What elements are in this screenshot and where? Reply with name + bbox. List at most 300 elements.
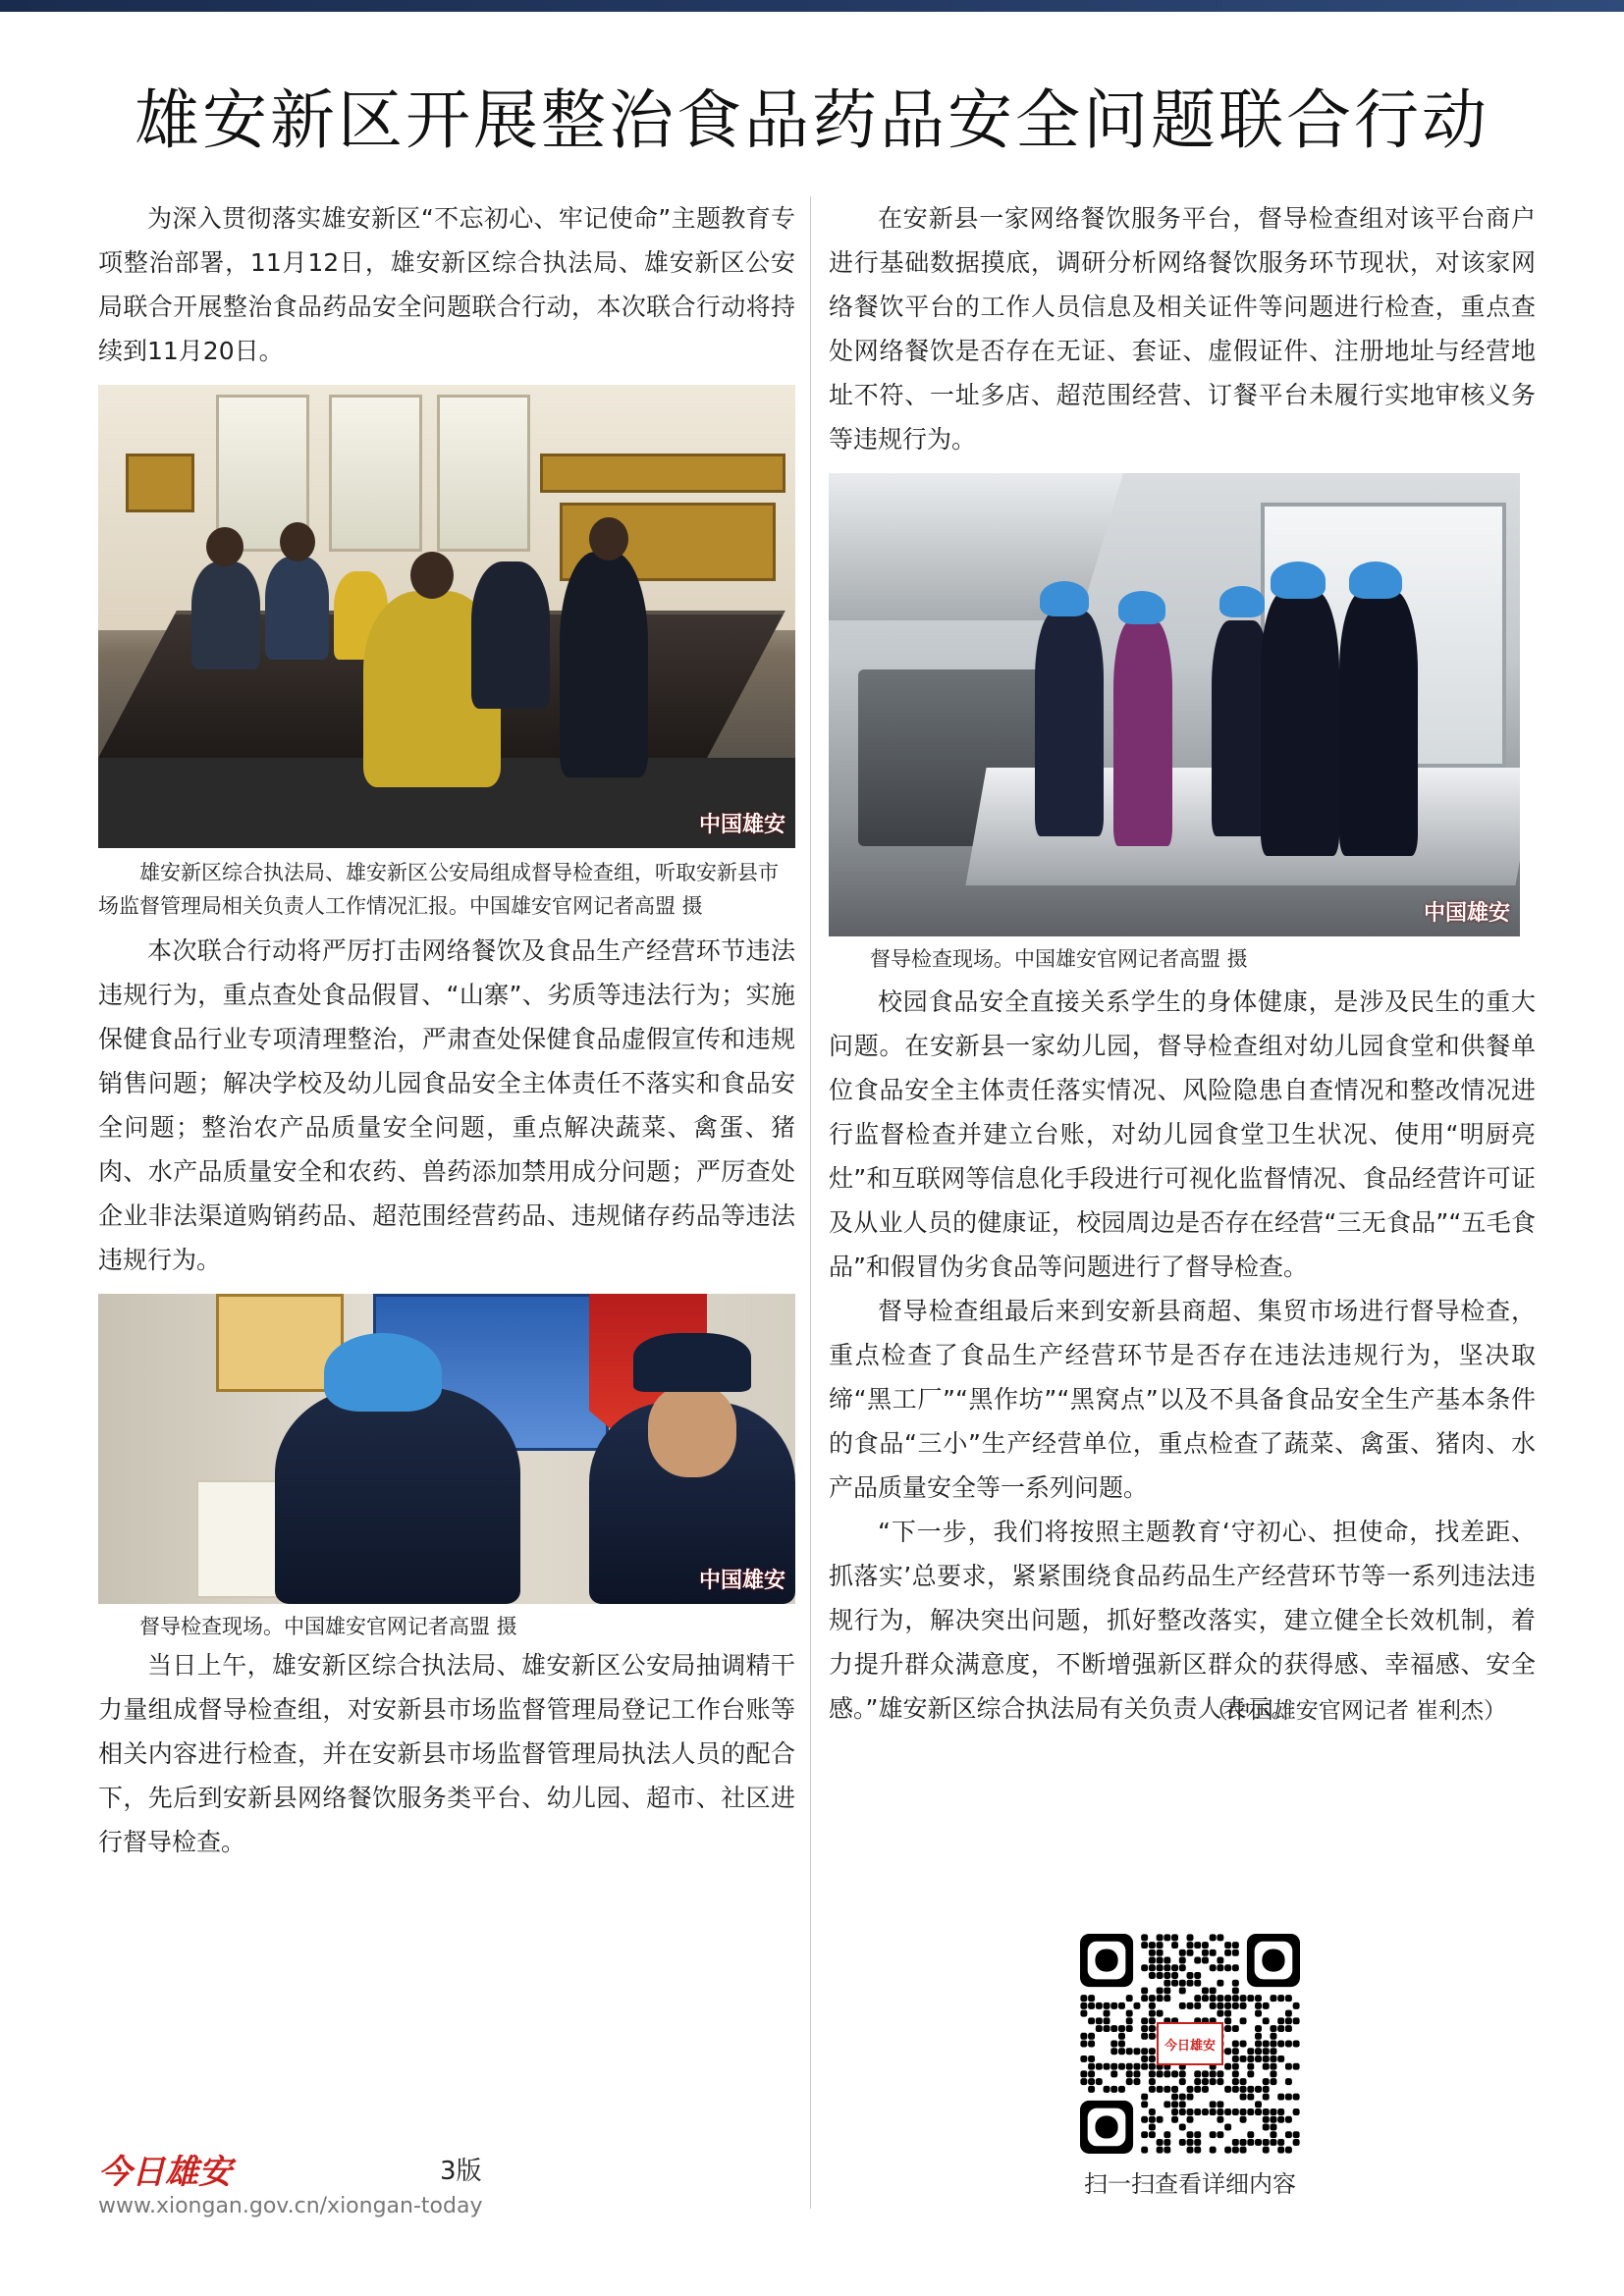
qr-module <box>1157 1987 1164 1994</box>
qr-module <box>1118 2025 1125 2032</box>
qr-module <box>1164 2139 1170 2146</box>
qr-module <box>1157 1964 1164 1971</box>
qr-module <box>1277 2017 1284 2024</box>
qr-module <box>1164 1934 1170 1941</box>
qr-module <box>1096 2002 1103 2009</box>
photo-hair-cap <box>1118 591 1165 624</box>
qr-module <box>1210 2147 1217 2154</box>
qr-module <box>1179 2123 1186 2130</box>
qr-module <box>1088 2078 1095 2085</box>
qr-module <box>1210 2002 1217 2009</box>
photo-head <box>589 517 628 561</box>
qr-module <box>1157 2086 1164 2093</box>
qr-module <box>1141 2147 1148 2154</box>
qr-module <box>1179 2070 1186 2077</box>
qr-module <box>1210 1964 1217 1971</box>
qr-module <box>1277 2147 1284 2154</box>
qr-module <box>1232 2002 1239 2009</box>
qr-module <box>1263 2094 1270 2101</box>
qr-module <box>1194 1980 1201 1987</box>
qr-module <box>1149 1995 1156 2002</box>
photo-hair-cap <box>1219 586 1265 617</box>
qr-module <box>1149 2033 1156 2040</box>
qr-module <box>1171 1942 1178 1949</box>
qr-module <box>1270 2063 1276 2070</box>
qr-module <box>1096 2017 1103 2024</box>
photo-plaque <box>126 454 194 512</box>
qr-module <box>1149 2116 1156 2123</box>
qr-module <box>1110 2002 1117 2009</box>
qr-module <box>1149 1942 1156 1949</box>
qr-module <box>1270 2109 1276 2115</box>
qr-module <box>1224 1964 1231 1971</box>
qr-module <box>1149 2131 1156 2138</box>
qr-module <box>1088 2041 1095 2048</box>
qr-module <box>1293 2131 1300 2138</box>
qr-module <box>1224 2010 1231 2017</box>
qr-module <box>1194 1972 1201 1979</box>
qr-module <box>1080 2056 1087 2062</box>
qr-module <box>1202 1957 1209 1964</box>
qr-module <box>1255 2048 1262 2055</box>
qr-module <box>1164 2101 1170 2108</box>
qr-module <box>1217 1995 1223 2002</box>
photo-head <box>206 527 244 566</box>
qr-module <box>1179 2078 1186 2085</box>
qr-module <box>1210 2131 1217 2138</box>
qr-module <box>1247 2086 1254 2093</box>
photo2-caption: 督导检查现场。中国雄安官网记者高盟 摄 <box>870 947 1248 971</box>
photo-face <box>648 1384 736 1477</box>
qr-module <box>1285 2017 1292 2024</box>
qr-module <box>1224 2048 1231 2055</box>
intro-paragraph: 为深入贯彻落实雄安新区“不忘初心、牢记使命”主题教育专项整治部署，11月12日，雄安新区综合执法局、雄安新区公安局联合开展整治食品药品安全问题联合行动，本次联合行动将持续到11月20日。 <box>98 204 795 365</box>
qr-module <box>1110 2070 1117 2077</box>
qr-module <box>1270 2131 1276 2138</box>
qr-module <box>1179 1964 1186 1971</box>
qr-module <box>1255 1995 1262 2002</box>
qr-module <box>1194 2139 1201 2146</box>
qr-module <box>1217 1964 1223 1971</box>
qr-module <box>1247 2131 1254 2138</box>
qr-module <box>1293 2063 1300 2070</box>
action-paragraph: 本次联合行动将严厉打击网络餐饮及食品生产经营环节违法违规行为，重点查处食品假冒、“山寨”、劣质等违法行为；实施保健食品行业专项清理整治，严肃查处保健食品虚假宣传和违规销售问题；解决学校及幼儿园食品安全主体责任不落实和食品安全问题；整治农产品质量安全问题，重点解决蔬菜、禽蛋、猪肉、水产品质量安全和农药、兽药添加禁用成分问题；严厉查处企业非法渠道购销药品、超范围经营药品、违规储存药品等违法违规行为。 <box>98 936 795 1274</box>
qr-module <box>1164 1980 1170 1987</box>
qr-module <box>1247 2056 1254 2062</box>
qr-module <box>1133 2063 1140 2070</box>
qr-module <box>1232 2056 1239 2062</box>
qr-module <box>1080 2070 1087 2077</box>
qr-module <box>1141 1934 1148 1941</box>
qr-module <box>1232 1964 1239 1971</box>
kitchen-photo <box>829 473 1520 936</box>
qr-module <box>1285 2116 1292 2123</box>
qr-module <box>1187 1972 1194 1979</box>
qr-module <box>1126 2017 1133 2024</box>
qr-module <box>1126 2078 1133 2085</box>
qr-module <box>1210 2101 1217 2108</box>
qr-module <box>1110 2048 1117 2055</box>
photo3-caption: 督导检查现场。中国雄安官网记者高盟 摄 <box>139 1615 517 1638</box>
qr-finder-pattern <box>1095 1949 1117 1971</box>
qr-module <box>1255 2056 1262 2062</box>
qr-module <box>1164 1987 1170 1994</box>
qr-module <box>1224 1949 1231 1956</box>
qr-module <box>1270 2041 1276 2048</box>
qr-module <box>1157 2147 1164 2154</box>
qr-module <box>1202 1949 1209 1956</box>
qr-module <box>1240 2002 1247 2009</box>
inspection-photo <box>98 1294 795 1604</box>
qr-module <box>1194 1957 1201 1964</box>
photo1-caption: 雄安新区综合执法局、雄安新区公安局组成督导检查组，听取安新县市场监督管理局相关负责人工作情况汇报。中国雄安官网记者高盟 摄 <box>98 861 779 918</box>
qr-module <box>1202 2070 1209 2077</box>
qr-module <box>1088 2033 1095 2040</box>
qr-module <box>1232 1987 1239 1994</box>
qr-module <box>1133 2078 1140 2085</box>
qr-module <box>1277 2139 1284 2146</box>
qr-module <box>1179 2109 1186 2115</box>
qr-module <box>1141 1987 1148 1994</box>
qr-module <box>1149 1964 1156 1971</box>
qr-module <box>1149 2056 1156 2062</box>
qr-module <box>1141 2063 1148 2070</box>
qr-module <box>1194 2147 1201 2154</box>
qr-module <box>1224 2025 1231 2032</box>
qr-module <box>1217 2131 1223 2138</box>
qr-module <box>1247 2048 1254 2055</box>
qr-module <box>1149 2048 1156 2055</box>
qr-module <box>1110 2086 1117 2093</box>
kindergarten-paragraph: 校园食品安全直接关系学生的身体健康，是涉及民生的重大问题。在安新县一家幼儿园，督导检查组对幼儿园食堂和供餐单位食品安全主体责任落实情况、风险隐患自查情况和整改情况进行监督检查并建立台账，对幼儿园食堂卫生状况、使用“明厨亮灶”和互联网等信息化手段进行可视化监督情况、食品经营许可证及从业人员的健康证，校园周边是否存在经营“三无食品”“五毛食品”和假冒伪劣食品等问题进行了督导检查。 <box>829 988 1536 1281</box>
qr-module <box>1263 2086 1270 2093</box>
qr-module <box>1270 2139 1276 2146</box>
qr-module <box>1255 2041 1262 2048</box>
qr-module <box>1210 2070 1217 2077</box>
qr-module <box>1141 2101 1148 2108</box>
qr-module <box>1255 2033 1262 2040</box>
qr-module <box>1157 1995 1164 2002</box>
qr-module <box>1141 2094 1148 2101</box>
qr-module <box>1293 2041 1300 2048</box>
qr-module <box>1118 2041 1125 2048</box>
qr-module <box>1202 1987 1209 1994</box>
qr-module <box>1187 1980 1194 1987</box>
qr-module <box>1179 1980 1186 1987</box>
qr-module <box>1277 2025 1284 2032</box>
footer-url[interactable]: www.xiongan.gov.cn/xiongan-today <box>98 2194 483 2218</box>
qr-module <box>1217 2078 1223 2085</box>
qr-module <box>1270 2048 1276 2055</box>
qr-module <box>1240 2086 1247 2093</box>
qr-module <box>1263 2017 1270 2024</box>
qr-module <box>1224 2002 1231 2009</box>
qr-module <box>1210 2109 1217 2115</box>
qr-module <box>1232 2109 1239 2115</box>
qr-module <box>1263 2063 1270 2070</box>
qr-module <box>1141 1995 1148 2002</box>
qr-module <box>1240 2078 1247 2085</box>
qr-module <box>1187 1934 1194 1941</box>
qr-module <box>1263 2147 1270 2154</box>
morning-paragraph: 当日上午，雄安新区综合执法局、雄安新区公安局抽调精干力量组成督导检查组，对安新县市场监督管理局登记工作台账等相关内容进行检查，并在安新县市场监督管理局执法人员的配合下，先后到安新县网络餐饮服务类平台、幼儿园、超市、社区进行督导检查。 <box>98 1651 795 1856</box>
qr-module <box>1255 2139 1262 2146</box>
qr-module <box>1157 1949 1164 1956</box>
qr-module <box>1240 2094 1247 2101</box>
qr-module <box>1096 2063 1103 2070</box>
qr-module <box>1126 2063 1133 2070</box>
qr-module <box>1187 2086 1194 2093</box>
qr-module <box>1217 1934 1223 1941</box>
qr-module <box>1088 2063 1095 2070</box>
photo-person <box>1339 591 1418 856</box>
qr-module <box>1126 2010 1133 2017</box>
qr-module <box>1141 2048 1148 2055</box>
qr-module <box>1277 2109 1284 2115</box>
qr-module <box>1232 2078 1239 2085</box>
photo-person <box>191 561 260 669</box>
qr-module <box>1179 1987 1186 1994</box>
meeting-photo <box>98 385 795 848</box>
qr-module <box>1293 2139 1300 2146</box>
qr-module <box>1285 2094 1292 2101</box>
qr-module <box>1232 2070 1239 2077</box>
qr-module <box>1217 1957 1223 1964</box>
qr-module <box>1126 2025 1133 2032</box>
platform-paragraph: 在安新县一家网络餐饮服务平台，督导检查组对该平台商户进行基础数据摸底，调研分析网络餐饮服务环节现状，对该家网络餐饮平台的工作人员信息及相关证件等问题进行检查，重点查处网络餐饮是否存在无证、套证、虚假证件、注册地址与经营地址不符、一址多店、超范围经营、订餐平台未履行实地审核义务等违规行为。 <box>829 204 1536 454</box>
qr-module <box>1157 1972 1164 1979</box>
qr-module <box>1149 1972 1156 1979</box>
qr-module <box>1202 2078 1209 2085</box>
qr-center-logo: 今日雄安 <box>1157 2022 1223 2065</box>
qr-module <box>1164 1972 1170 1979</box>
qr-module <box>1157 2010 1164 2017</box>
qr-module <box>1270 2078 1276 2085</box>
qr-module <box>1110 2025 1117 2032</box>
qr-module <box>1149 2025 1156 2032</box>
qr-module <box>1088 2002 1095 2009</box>
qr-module <box>1255 2101 1262 2108</box>
qr-module <box>1088 2070 1095 2077</box>
qr-module <box>1224 2123 1231 2130</box>
qr-module <box>1104 2017 1110 2024</box>
qr-module <box>1164 2086 1170 2093</box>
qr-module <box>1141 2116 1148 2123</box>
qr-module <box>1240 2147 1247 2154</box>
qr-module <box>1141 2056 1148 2062</box>
qr-module <box>1232 1995 1239 2002</box>
qr-module <box>1247 2109 1254 2115</box>
qr-module <box>1217 2116 1223 2123</box>
qr-code[interactable] <box>1080 1934 1300 2154</box>
qr-module <box>1149 2078 1156 2085</box>
qr-module <box>1224 2017 1231 2024</box>
qr-module <box>1141 2131 1148 2138</box>
qr-module <box>1263 2002 1270 2009</box>
qr-module <box>1263 2123 1270 2130</box>
qr-module <box>1240 2017 1247 2024</box>
photo-person <box>471 561 550 709</box>
photo-person <box>1261 591 1339 856</box>
qr-module <box>1224 1942 1231 1949</box>
qr-module <box>1171 1972 1178 1979</box>
qr-module <box>1217 1980 1223 1987</box>
qr-module <box>1157 1934 1164 1941</box>
qr-module <box>1263 2116 1270 2123</box>
qr-module <box>1202 2109 1209 2115</box>
qr-module <box>1149 2109 1156 2115</box>
page-footer <box>98 2145 511 2223</box>
photo-head <box>280 522 315 561</box>
qr-module <box>1270 2070 1276 2077</box>
qr-module <box>1179 2139 1186 2146</box>
qr-module <box>1263 2109 1270 2115</box>
qr-module <box>1149 2010 1156 2017</box>
qr-module <box>1210 2078 1217 2085</box>
qr-module <box>1232 2048 1239 2055</box>
qr-module <box>1096 2078 1103 2085</box>
qr-module <box>1141 1942 1148 1949</box>
qr-module <box>1194 2086 1201 2093</box>
qr-module <box>1194 1942 1201 1949</box>
publication-logo: 今日雄安 <box>98 2153 232 2192</box>
qr-module <box>1171 2101 1178 2108</box>
qr-module <box>1224 2109 1231 2115</box>
qr-module <box>1157 2116 1164 2123</box>
qr-module <box>1232 2139 1239 2146</box>
qr-module <box>1247 2070 1254 2077</box>
qr-module <box>1255 2109 1262 2115</box>
qr-module <box>1118 2048 1125 2055</box>
qr-module <box>1224 1995 1231 2002</box>
qr-module <box>1232 2063 1239 2070</box>
qr-module <box>1080 2002 1087 2009</box>
market-paragraph: 督导检查组最后来到安新县商超、集贸市场进行督导检查，重点检查了食品生产经营环节是否存在违法违规行为，坚决取缔“黑工厂”“黑作坊”“黑窝点”以及不具备食品安全生产基本条件的食品“三小”生产经营单位，重点检查了蔬菜、禽蛋、猪肉、水产品质量安全等一系列问题。 <box>829 1297 1536 1502</box>
qr-module <box>1232 2147 1239 2154</box>
next-steps-paragraph: “下一步，我们将按照主题教育‘守初心、担使命，找差距、抓落实’总要求，紧紧围绕食品药品生产经营环节等一系列违法违规行为，解决突出问题，抓好整改落实，建立健全长效机制，着力提升群众满意度，不断增强新区群众的获得感、幸福感、安全感。”雄安新区综合执法局有关负责人表示。 <box>829 1518 1536 1723</box>
qr-module <box>1217 2109 1223 2115</box>
qr-module <box>1194 2109 1201 2115</box>
qr-module <box>1217 2101 1223 2108</box>
qr-module <box>1240 1995 1247 2002</box>
qr-module <box>1277 2056 1284 2062</box>
qr-module <box>1232 2025 1239 2032</box>
photo-window <box>437 395 530 552</box>
qr-module <box>1263 2056 1270 2062</box>
column-divider <box>810 196 811 2209</box>
photo-watermark: 中国雄安 <box>698 1568 785 1593</box>
qr-module <box>1118 2063 1125 2070</box>
photo-officer <box>275 1387 520 1604</box>
qr-module <box>1277 1995 1284 2002</box>
qr-module <box>1270 2025 1276 2032</box>
qr-module <box>1210 1987 1217 1994</box>
qr-module <box>1133 2070 1140 2077</box>
qr-module <box>1141 2025 1148 2032</box>
qr-finder-pattern <box>1262 1949 1284 1971</box>
qr-module <box>1285 2041 1292 2048</box>
qr-module <box>1210 1995 1217 2002</box>
qr-module <box>1149 1949 1156 1956</box>
qr-module <box>1149 2017 1156 2024</box>
photo-person <box>1113 620 1172 846</box>
qr-module <box>1171 2086 1178 2093</box>
qr-module <box>1187 2094 1194 2101</box>
qr-module <box>1171 1980 1178 1987</box>
qr-module <box>1171 2094 1178 2101</box>
qr-module <box>1096 2025 1103 2032</box>
qr-module <box>1171 1964 1178 1971</box>
qr-module <box>1157 1942 1164 1949</box>
qr-module <box>1088 2056 1095 2062</box>
reporter-byline: （中国雄安官网记者 崔利杰） <box>1205 1698 1506 1724</box>
qr-module <box>1141 2017 1148 2024</box>
qr-module <box>1171 2116 1178 2123</box>
qr-module <box>1157 2070 1164 2077</box>
qr-module <box>1224 2147 1231 2154</box>
qr-module <box>1126 2070 1133 2077</box>
qr-module <box>1126 2048 1133 2055</box>
qr-module <box>1149 2123 1156 2130</box>
qr-module <box>1277 2041 1284 2048</box>
qr-module <box>1194 2078 1201 2085</box>
qr-module <box>1232 1942 1239 1949</box>
qr-module <box>1285 1995 1292 2002</box>
photo-hair-cap <box>1349 561 1402 599</box>
qr-module <box>1088 1995 1095 2002</box>
qr-module <box>1187 2109 1194 2115</box>
qr-module <box>1133 2002 1140 2009</box>
qr-module <box>1164 2147 1170 2154</box>
qr-module <box>1247 1995 1254 2002</box>
qr-module <box>1255 2086 1262 2093</box>
photo-watermark: 中国雄安 <box>1423 900 1510 926</box>
right-column <box>829 196 1536 1731</box>
qr-module <box>1217 2010 1223 2017</box>
qr-module <box>1187 2131 1194 2138</box>
photo-head <box>410 552 454 599</box>
qr-module <box>1194 1995 1201 2002</box>
qr-module <box>1118 2086 1125 2093</box>
qr-module <box>1240 2139 1247 2146</box>
qr-module <box>1187 2116 1194 2123</box>
qr-module <box>1217 2002 1223 2009</box>
qr-module <box>1088 2017 1095 2024</box>
qr-module <box>1285 2131 1292 2138</box>
qr-module <box>1133 2048 1140 2055</box>
qr-module <box>1277 2094 1284 2101</box>
qr-module <box>1171 1934 1178 1941</box>
qr-module <box>1080 2078 1087 2085</box>
qr-module <box>1270 1995 1276 2002</box>
qr-module <box>1164 1964 1170 1971</box>
qr-module <box>1202 2086 1209 2093</box>
qr-module <box>1149 2063 1156 2070</box>
qr-module <box>1179 2002 1186 2009</box>
qr-caption: 扫一扫查看详细内容 <box>1084 2170 1296 2198</box>
qr-module <box>1194 2070 1201 2077</box>
header-band <box>0 0 1624 12</box>
qr-module <box>1293 2017 1300 2024</box>
qr-module <box>1164 2131 1170 2138</box>
qr-module <box>1210 1949 1217 1956</box>
qr-module <box>1164 1995 1170 2002</box>
qr-module <box>1110 2041 1117 2048</box>
qr-module <box>1088 2086 1095 2093</box>
qr-module <box>1240 2109 1247 2115</box>
qr-module <box>1179 2094 1186 2101</box>
qr-module <box>1285 2010 1292 2017</box>
